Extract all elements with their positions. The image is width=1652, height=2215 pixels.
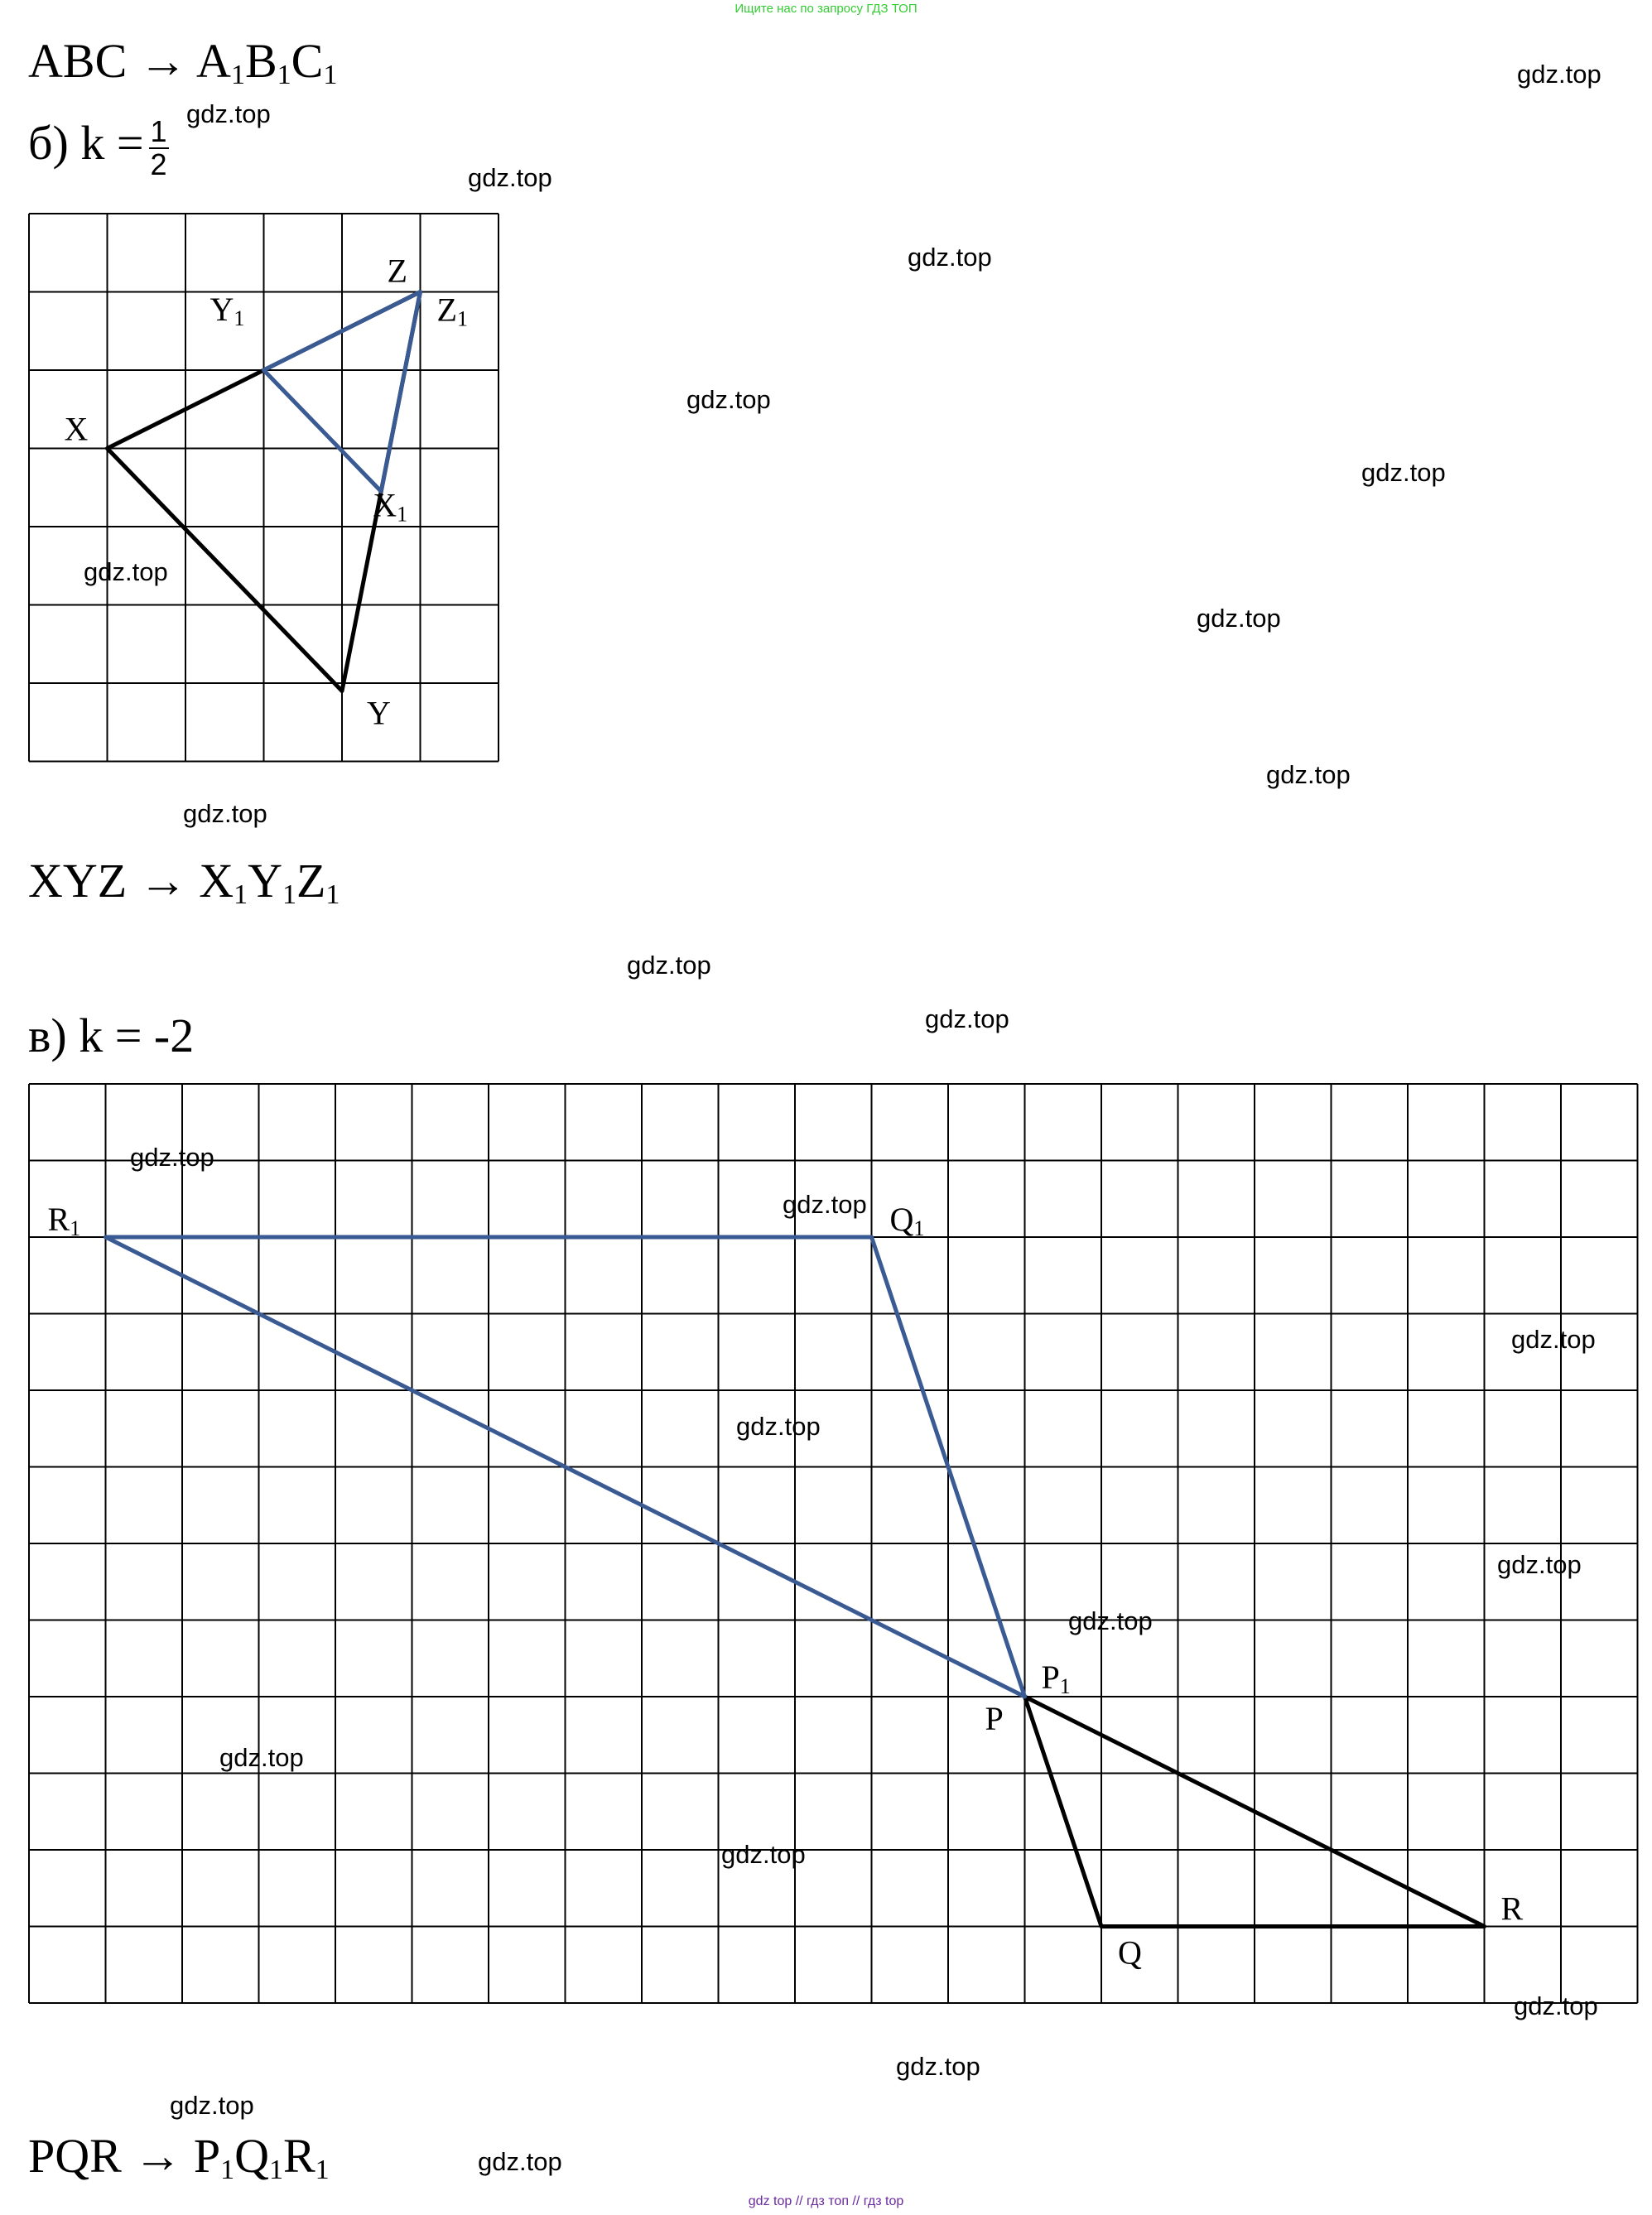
- label-x1: X1: [373, 486, 408, 527]
- watermark[interactable]: gdz.top: [468, 163, 552, 192]
- label-q: Q: [1118, 1933, 1142, 1972]
- watermark[interactable]: gdz.top: [925, 1004, 1009, 1033]
- watermark[interactable]: gdz.top: [1197, 604, 1281, 633]
- fraction: $\frac{1}{2}$: [150, 114, 167, 181]
- heading-abc: ABC → $A_1B_1C_1$: [28, 34, 338, 90]
- watermark[interactable]: gdz.top: [1497, 1550, 1582, 1579]
- watermark[interactable]: gdz.top: [783, 1190, 867, 1219]
- label-x: X: [64, 410, 89, 448]
- watermark[interactable]: gdz.top: [1511, 1325, 1596, 1354]
- watermark[interactable]: gdz.top: [478, 2147, 562, 2176]
- label-z: Z: [387, 252, 407, 290]
- heading-part-v: в) k = -2: [28, 1009, 195, 1062]
- watermark[interactable]: gdz.top: [1068, 1606, 1153, 1635]
- heading-pqr: PQR → $P_1Q_1R_1$: [28, 2129, 330, 2185]
- watermark[interactable]: gdz.top: [1514, 1991, 1598, 2020]
- heading-xyz: XYZ → $X_1Y_1Z_1$: [28, 854, 340, 910]
- watermark[interactable]: gdz.top: [896, 2052, 980, 2081]
- label-r1: R1: [47, 1201, 81, 1240]
- watermark[interactable]: gdz.top: [721, 1840, 806, 1869]
- label-z1: Z1: [436, 291, 468, 331]
- footer-links[interactable]: gdz top // гдз топ // гдз top: [748, 2194, 904, 2208]
- watermark[interactable]: gdz.top: [1266, 760, 1351, 789]
- watermark[interactable]: gdz.top: [1517, 60, 1601, 89]
- top-banner[interactable]: Ищите нас по запросу ГДЗ ТОП: [734, 2, 918, 16]
- label-y1: Y1: [210, 291, 245, 330]
- watermark[interactable]: gdz.top: [686, 385, 771, 414]
- watermark[interactable]: gdz.top: [1361, 458, 1446, 487]
- watermark[interactable]: gdz.top: [170, 2091, 254, 2120]
- watermark[interactable]: gdz.top: [736, 1412, 821, 1441]
- watermark[interactable]: gdz.top: [130, 1143, 214, 1172]
- label-q1: Q1: [889, 1201, 925, 1240]
- label-r: R: [1500, 1890, 1524, 1928]
- label-y: Y: [367, 694, 391, 732]
- label-p1: P1: [1041, 1659, 1071, 1698]
- watermark[interactable]: gdz.top: [183, 799, 267, 828]
- watermark[interactable]: gdz.top: [84, 557, 168, 586]
- heading-part-b: б) k = $\frac{1}{2}$: [28, 114, 167, 181]
- watermark[interactable]: gdz.top: [908, 243, 992, 272]
- watermark[interactable]: gdz.top: [219, 1743, 304, 1772]
- label-p: P: [985, 1700, 1004, 1737]
- watermark[interactable]: gdz.top: [627, 951, 711, 980]
- watermark[interactable]: gdz.top: [186, 99, 271, 128]
